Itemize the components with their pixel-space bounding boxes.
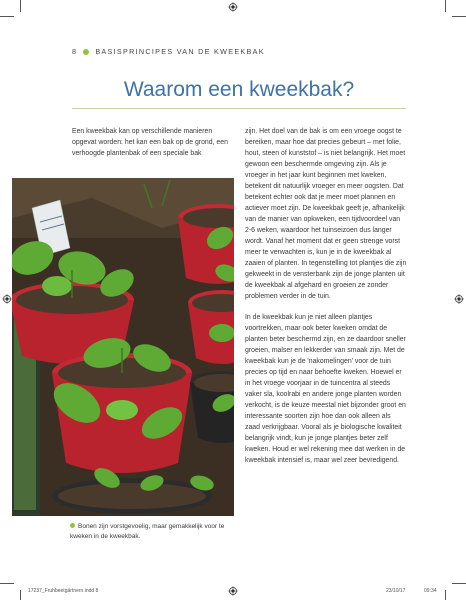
bean-seedlings-photo — [12, 178, 234, 516]
registration-mark-icon — [228, 2, 238, 12]
crop-mark — [445, 590, 446, 600]
bullet-dot-icon — [70, 523, 75, 528]
intro-paragraph — [72, 126, 232, 167]
slug-date: 23/10/17 — [386, 588, 406, 594]
registration-mark-icon — [454, 294, 464, 304]
running-head — [72, 47, 265, 56]
title-divider — [72, 108, 406, 109]
crop-mark — [0, 16, 14, 17]
intro-text: Een kweekbak kan op verschillende manieren opgevat worden: het kan een bak op de grond, een verhoogde plantenbak of een speciale bak — [72, 128, 228, 157]
section-label: BASISPRINCIPES VAN DE KWEEKBAK — [95, 47, 265, 56]
photo-caption — [70, 522, 240, 542]
crop-mark — [20, 590, 21, 600]
crop-mark — [445, 0, 446, 12]
registration-mark-icon — [228, 586, 238, 596]
slug-time: 09:34 — [424, 588, 437, 594]
crop-mark — [452, 583, 466, 584]
caption-text: Bonen zijn vorstgevoelig, maar gemakkelijk voor te kweken in de kweekbak. — [70, 523, 225, 540]
body-paragraph: In de kweekbak kun je niet alleen plantjes voortrekken, maar ook beter kweken omdat de planten beter beschermd zijn, en ze daardoor sneller groeien, malser en lekkerder van smaak zijn. Met de kweekbak kun je de 'nakomelingen' voor de tuin precies op tijd en naar behoefte kweken. Hoewel er in het vroege voorjaar in de tuincentra al steeds vaker sla, koolrabi en andere jonge planten worden verkocht, is de keuze meestal niet bijzonder groot en interessante soorten zijn hoe dan ook alleen als zaad verkrijgbaar. Vooral als je biologische kwaliteit belangrijk vindt, kun je jonge plantjes beter zelf kweken. Houd er wel rekening mee dat werken in de kweekbak intensief is, maar wel zeer bevredigend. — [245, 314, 406, 464]
seedlings-illustration — [12, 178, 234, 516]
crop-mark — [0, 583, 14, 584]
registration-mark-icon — [2, 294, 12, 304]
page-number: 8 — [72, 47, 78, 56]
body-paragraph: zijn. Het doel van de bak is om een vroege oogst te bereiken, maar hoe dat precies gebeurt – met folie, hout, steen of kunststof – is niet belangrijk. Het moet gewoon een beschermde omgeving zijn. Als je vroeger in het jaar kunt beginnen met kweken, betekent dit natuurlijk vroeger en meer oogsten. Dat betekent echter ook dat je meer moet plannen en actiever moet zijn. De kweekbak geeft je, afhankelijk van de manier van opkweken, een tijdvoordeel van 2-6 weken, waardoor het tuinseizoen dus langer wordt. Vanaf het moment dat er geen strenge vorst meer te verwachten is, kun je in de kweekbak al zaaien of planten. In tegenstelling tot plantjes die zijn gekweekt in de vensterbank zijn de jonge planten uit de kweekbak al afgehard en groeien ze zonder problemen verder in de tuin. — [245, 128, 407, 300]
page-title: Waarom een kweekbak? — [123, 78, 355, 101]
crop-mark — [452, 16, 466, 17]
slug-filename: 17237_Fruhbeetgärtnern.indd 8 — [28, 588, 99, 594]
crop-mark — [20, 0, 21, 12]
body-column — [245, 126, 407, 474]
bullet-dot-icon — [83, 49, 89, 55]
